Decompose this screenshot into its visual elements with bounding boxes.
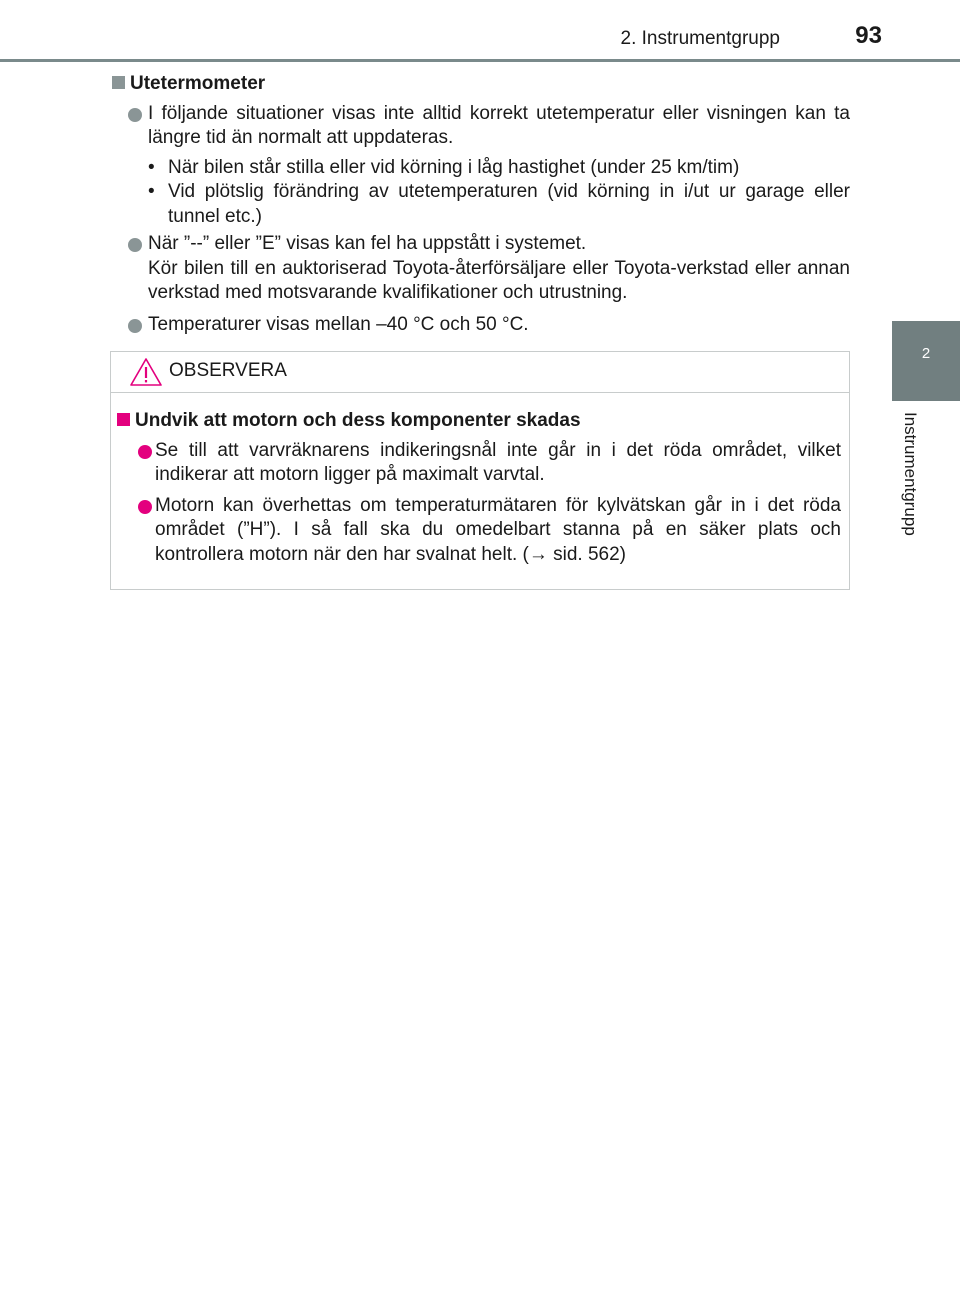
- bullet-dot-icon: [138, 445, 152, 459]
- caution-label: OBSERVERA: [169, 360, 287, 381]
- caution-heading: [117, 409, 841, 434]
- caution-box-header: [111, 352, 849, 393]
- sub-item-text: Vid plötslig förändring av utetemperaturen (vid körning in i/ut ur garage eller tunnel etc.): [168, 181, 850, 227]
- bullet-dot-icon: [128, 108, 142, 122]
- sub-bullet-icon: •: [148, 156, 155, 178]
- chapter-tab-number: 2: [921, 345, 931, 362]
- chapter-tab[interactable]: [892, 321, 960, 401]
- bullet-text: När ”--” eller ”E” visas kan fel ha uppstått i systemet.: [148, 233, 587, 254]
- square-marker-icon: [117, 413, 130, 426]
- sub-list-item: [112, 180, 850, 229]
- page-header-title: 2. Instrumentgrupp: [620, 28, 780, 49]
- bullet-item: [112, 313, 850, 338]
- bullet-text: Temperaturer visas mellan –40 °C och 50 °C.: [148, 313, 529, 335]
- caution-bullet-text: Motorn kan överhettas om temperaturmätaren för kylvätskan går in i det röda området (”H”). I så fall ska du omedelbart stanna på en säker plats och kontrollera motorn när den har svalnat helt. (→ sid. 562): [155, 494, 841, 565]
- chapter-side-label: Instrumentgrupp: [901, 412, 920, 536]
- bullet-dot-icon: [138, 500, 152, 514]
- bullet-text: I följande situationer visas inte alltid korrekt utetemperatur eller visningen kan ta längre tid än normalt att uppdateras.: [148, 102, 850, 148]
- bullet-dot-icon: [128, 238, 142, 252]
- bullet-text-continued: Kör bilen till en auktoriserad Toyota-återförsäljare eller Toyota-verkstad eller annan verkstad med motsvarande kvalifikationer och utrustning.: [148, 257, 850, 303]
- main-content: [112, 72, 850, 344]
- caution-bullet-item: [117, 494, 841, 568]
- sub-list: [112, 156, 850, 230]
- caution-box: [110, 351, 850, 590]
- bullet-item: [112, 102, 850, 151]
- header-rule: [0, 59, 960, 62]
- page-number: 93: [855, 22, 882, 49]
- section-heading: [112, 72, 850, 97]
- sub-list-item: [112, 156, 850, 181]
- caution-bullet-item: [117, 439, 841, 488]
- warning-triangle-icon: [129, 357, 163, 392]
- bullet-item: [112, 232, 850, 306]
- bullet-dot-icon: [128, 319, 142, 333]
- caution-box-body: [111, 393, 849, 567]
- section-heading-text: Utetermometer: [130, 73, 266, 94]
- square-marker-icon: [112, 76, 125, 89]
- sub-item-text: När bilen står stilla eller vid körning i låg hastighet (under 25 km/tim): [168, 156, 740, 178]
- caution-bullet-text: Se till att varvräknarens indikeringsnål inte går in i det röda området, vilket indikerar att motorn ligger på maximalt varvtal.: [155, 439, 841, 485]
- sub-bullet-icon: •: [148, 181, 155, 202]
- caution-heading-text: Undvik att motorn och dess komponenter skadas: [135, 410, 581, 431]
